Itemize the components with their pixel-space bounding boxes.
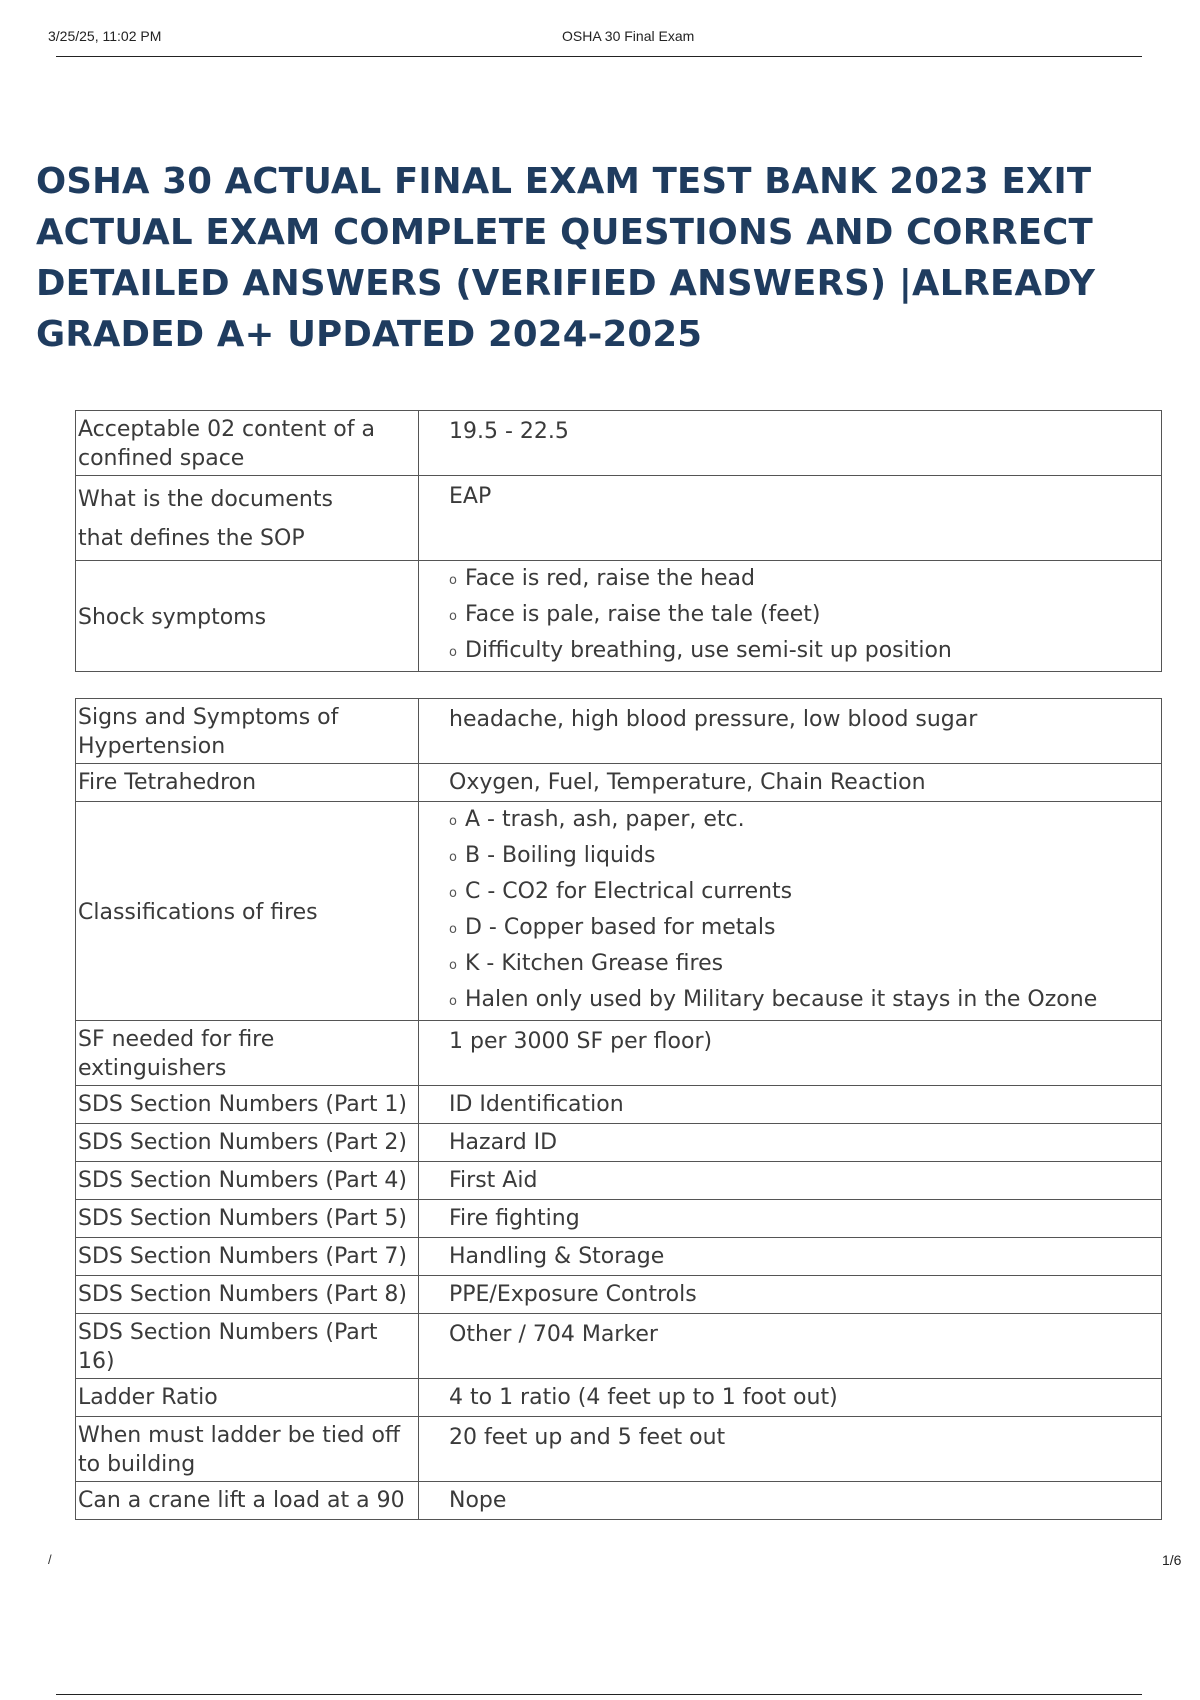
question-cell: Fire Tetrahedron	[76, 764, 419, 802]
qa-table-1	[75, 410, 1162, 672]
answer-cell: First Aid	[419, 1162, 1162, 1200]
page-number: 1/6	[1162, 1552, 1182, 1568]
answer-cell: 1 per 3000 SF per floor)	[419, 1021, 1162, 1086]
answer-cell: Fire fighting	[419, 1200, 1162, 1238]
footer-rule	[56, 1694, 1142, 1695]
answer-cell	[419, 561, 1162, 672]
answer-cell: 4 to 1 ratio (4 feet up to 1 foot out)	[419, 1379, 1162, 1417]
question-cell: SDS Section Numbers (Part 7)	[76, 1238, 419, 1276]
answer-cell: Oxygen, Fuel, Temperature, Chain Reaction	[419, 764, 1162, 802]
question-cell: Classifications of fires	[76, 802, 419, 1021]
table-row	[76, 699, 1162, 764]
question-cell: SDS Section Numbers (Part 5)	[76, 1200, 419, 1238]
question-cell: When must ladder be tied off to building	[76, 1417, 419, 1482]
table-row	[76, 1238, 1162, 1276]
table-row	[76, 764, 1162, 802]
table-row	[76, 1021, 1162, 1086]
answer-bullet-list	[449, 802, 1151, 1018]
answer-cell: 19.5 - 22.5	[419, 411, 1162, 476]
answer-cell: headache, high blood pressure, low blood sugar	[419, 699, 1162, 764]
table-row	[76, 1200, 1162, 1238]
list-item: o Difficulty breathing, use semi-sit up position	[449, 633, 1151, 669]
table-row	[76, 1086, 1162, 1124]
header-rule	[56, 56, 1142, 57]
answer-cell: Other / 704 Marker	[419, 1314, 1162, 1379]
list-item: o B - Boiling liquids	[449, 838, 1151, 874]
table-row	[76, 1379, 1162, 1417]
answer-cell: Nope	[419, 1482, 1162, 1520]
question-cell: SDS Section Numbers (Part 2)	[76, 1124, 419, 1162]
table-row	[76, 1314, 1162, 1379]
answer-cell: PPE/Exposure Controls	[419, 1276, 1162, 1314]
answer-cell	[419, 802, 1162, 1021]
header-datetime: 3/25/25, 11:02 PM	[48, 28, 162, 44]
footer-url: /	[48, 1552, 52, 1567]
question-cell: SDS Section Numbers (Part 4)	[76, 1162, 419, 1200]
list-item: o D - Copper based for metals	[449, 910, 1151, 946]
question-cell: Acceptable 02 content of a confined space	[76, 411, 419, 476]
table-row	[76, 1276, 1162, 1314]
list-item: o Face is red, raise the head	[449, 561, 1151, 597]
table-row	[76, 1482, 1162, 1520]
answer-cell: Hazard ID	[419, 1124, 1162, 1162]
answer-cell: 20 feet up and 5 feet out	[419, 1417, 1162, 1482]
list-item: o K - Kitchen Grease fires	[449, 946, 1151, 982]
question-line: What is the documents	[78, 487, 333, 512]
question-cell: Signs and Symptoms of Hypertension	[76, 699, 419, 764]
list-item: o Halen only used by Military because it stays in the Ozone	[449, 982, 1151, 1018]
table-row	[76, 1124, 1162, 1162]
table-row	[76, 1417, 1162, 1482]
table-row	[76, 476, 1162, 561]
question-cell: SDS Section Numbers (Part 8)	[76, 1276, 419, 1314]
page-title: OSHA 30 ACTUAL FINAL EXAM TEST BANK 2023 EXIT ACTUAL EXAM COMPLETE QUESTIONS AND CORRECT DETAILED ANSWERS (VERIFIED ANSWERS) |ALREADY GRADED A+ UPDATED 2024-2025	[36, 161, 1096, 355]
list-item: o A - trash, ash, paper, etc.	[449, 802, 1151, 838]
list-item: o Face is pale, raise the tale (feet)	[449, 597, 1151, 633]
question-cell: Can a crane lift a load at a 90	[76, 1482, 419, 1520]
question-cell: SDS Section Numbers (Part 1)	[76, 1086, 419, 1124]
question-cell: Shock symptoms	[76, 561, 419, 672]
question-line: that defines the SOP	[78, 526, 305, 551]
header-doc-title: OSHA 30 Final Exam	[562, 28, 695, 44]
qa-table-2	[75, 698, 1162, 1520]
table-row	[76, 802, 1162, 1021]
answer-bullet-list	[449, 561, 1151, 669]
question-cell: SDS Section Numbers (Part 16)	[76, 1314, 419, 1379]
table-row	[76, 411, 1162, 476]
list-item: o C - CO2 for Electrical currents	[449, 874, 1151, 910]
question-cell: Ladder Ratio	[76, 1379, 419, 1417]
answer-cell: Handling & Storage	[419, 1238, 1162, 1276]
answer-cell: EAP	[419, 476, 1162, 561]
table-row	[76, 1162, 1162, 1200]
table-row	[76, 561, 1162, 672]
answer-cell: ID Identification	[419, 1086, 1162, 1124]
question-cell: SF needed for fire extinguishers	[76, 1021, 419, 1086]
question-cell	[76, 476, 419, 561]
